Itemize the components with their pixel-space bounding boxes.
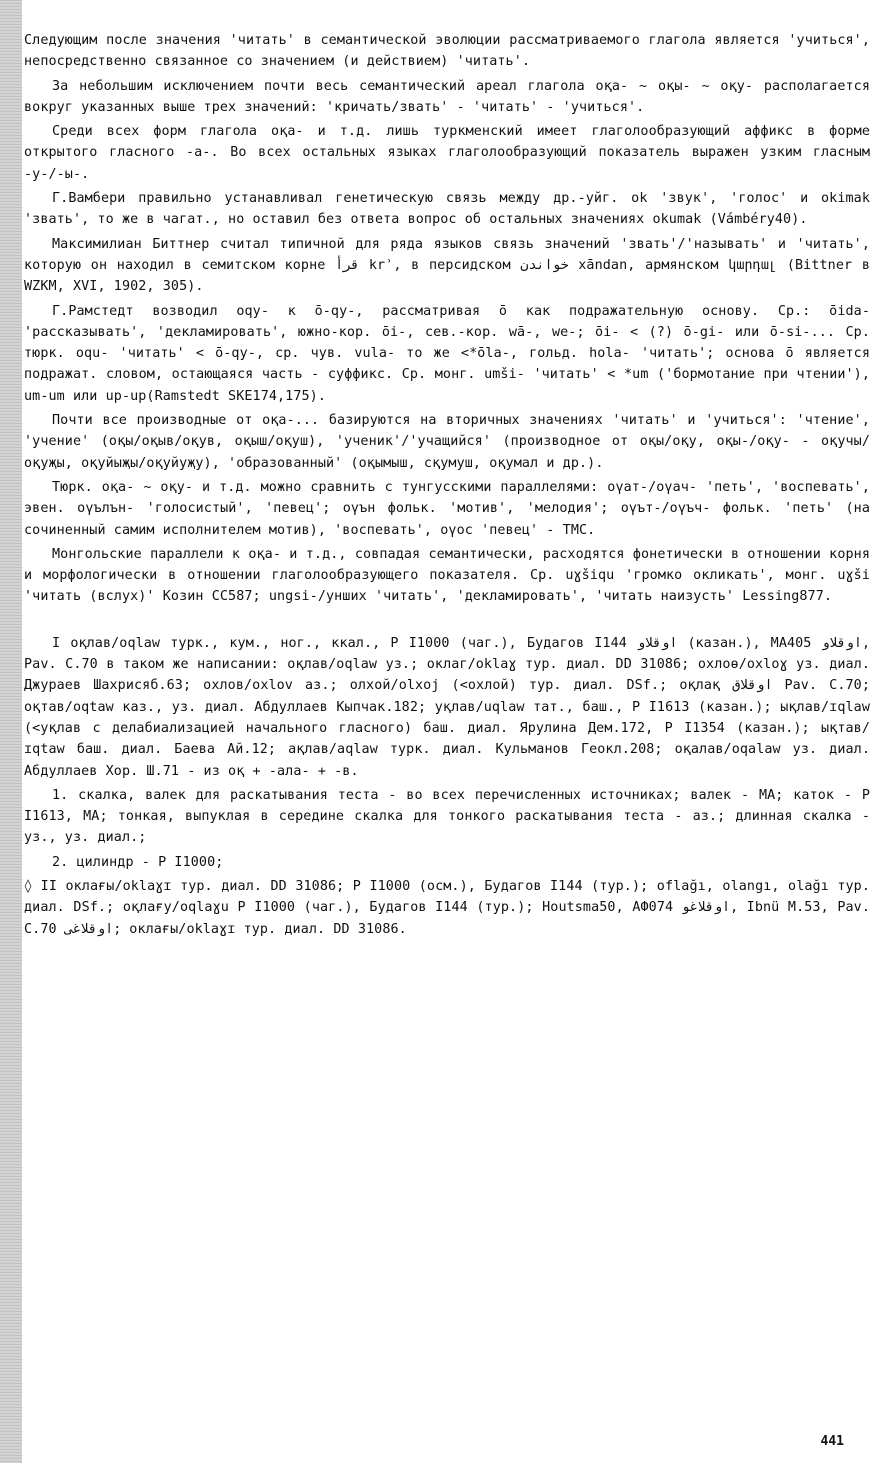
paragraph: Среди всех форм глагола оқа- и т.д. лишь туркменский имеет глаголообразующий аффикс в форме открытого гласного -а-. Во всех остальных языках глаголообразующий показатель выражен узким гласным -у-/-ы-. (24, 124, 870, 182)
scan-edge-shadow (0, 0, 22, 1463)
dictionary-entry: ◊ II оклағы/oklaɣɪ тур. диал. DD 31086; Р I1000 (осм.), Будагов I144 (тур.); oflağı, olangı, olağı тур. диал. DSf.; оқлағу/oqlaɣu Р I1000 (чаг.), Будагов I144 (тур.); Houtsma50, АФ074 اوقلاغو, Ibnü M.53, Pav. C.70 اوقلاغی; оклағы/oklaɣɪ тур. диал. DD 31086. (24, 878, 870, 937)
paragraph: Г.Вамбери правильно устанавливал генетическую связь между др.-уйг. ok 'звук', 'голос' и okimak 'звать', то же в чагат., но оставил без ответа вопрос об остальных значениях okumak (Vámbéry40). (24, 191, 870, 228)
paragraph: Максимилиан Биттнер считал типичной для ряда языков связь значений 'звать'/'называть' и 'читать', которую он находил в семитском корне قرأ krʾ, в персидском خواندن xāndan, армянском կարդալ (Bittner в WZKM, XVI, 1902, 305). (24, 236, 870, 295)
paragraph: Почти все производные от оқа-... базируются на вторичных значениях 'читать' и 'учиться': 'чтение', 'учение' (оқы/оқыв/оқув, оқыш/оқуш), 'ученик'/'учащийся' (производное от оқы/оқу, оқы-/оқу- - оқучы/оқуҗы, оқуйыҗы/оқуйуҗу), 'образованный' (оқымыш, сқумуш, оқумал и др.). (24, 413, 870, 471)
sense-item: 1. скалка, валек для раскатывания теста - во всех перечисленных источниках; валек - МА; каток - Р I1613, МА; тонкая, выпуклая в середине скалка для тонкого раскатывания теста - аз.; длинная скалка - уз., уз. диал.; (24, 787, 870, 846)
document-page (24, 30, 870, 943)
paragraph: За небольшим исключением почти весь семантический ареал глагола оқа- ~ оқы- ~ оқу- располагается вокруг указанных выше трех значений: 'кричать/звать' - 'читать' - 'учиться'. (24, 78, 870, 115)
section-gap (24, 611, 870, 633)
paragraph: Следующим после значения 'читать' в семантической эволюции рассматриваемого глагола является 'учиться', непосредственно связанное со значением (и действием) 'читать'. (24, 33, 870, 70)
paragraph: Монгольские параллели к оқа- и т.д., совпадая семантически, расходятся фонетически в отношении корня и морфологически в отношении глаголообразующего показателя. Ср. uɣšiqu 'громко окликать', монг. uɣši 'читать (вслух)' Козин СС587; ungsi-/уншиx 'читать', 'декламировать', 'читать наизусть' Lessing877. (24, 546, 870, 605)
dictionary-entry: I оқлав/oqlaw турк., кум., ног., ккал., Р I1000 (чаг.), Будагов I144 اوقلاو (казан.), МА405 اوقلاو, Pav. C.70 в таком же написании: оқлав/oqlaw уз.; оклаг/oklaɣ тур. диал. DD 31086; охлоѳ/oxloɣ уз. диал. Джураев Шахрисяб.63; охлов/oxlov аз.; олхой/olxoj (<охлой) тур. диал. DSf.; оқлақ اوقلاق Pav. C.70; оқтав/oqtaw каз., уз. диал. Абдуллаев Кыпчак.182; уқлав/uqlaw тат., баш., Р I1613 (казан.); ықлав/ɪqlaw (<уқлав с делабиализацией начального гласного) баш. диал. Ярулина Дем.172, Р I1354 (казан.); ықтав/ɪqtaw баш. диал. Баева Ай.12; ақлав/aqlaw турк. диал. Кульманов Геокл.208; оқалав/oqalaw уз. диал. Абдуллаев Хор. Ш.71 - из оқ + -ала- + -в. (24, 635, 870, 779)
paragraph: Тюрк. оқа- ~ оқу- и т.д. можно сравнить с тунгусскими параллелями: оүат-/оүач- 'петь', 'воспевать', эвен. оүълън- 'голосистый', 'певец'; оүън фольк. 'мотив', 'мелодия'; оүът-/оүъч- фольк. 'петь' (на сочиненный самим исполнителем мотив), 'воспевать', оүос 'певец' - ТМС. (24, 479, 870, 538)
sense-item: 2. цилиндр - Р I1000; (52, 854, 224, 870)
paragraph: Г.Рамстедт возводил oqy- к ō-qy-, рассматривая ō как подражательную основу. Ср.: ōida- 'рассказывать', 'декламировать', южно-кор. ōi-, сев.-кор. wā-, we-; ōi- < (?) ō-gi- или ō-si-... Ср. тюрк. oqu- 'читать' < ō-qy-, ср. чув. vula- то же <*ōla-, гольд. hola- 'читать'; основа ō является подражат. словом, остающаяся часть - суффикс. Ср. монг. umši- 'читать' < *um ('бормотание при чтении'), um-um или up-up(Ramstedt SKE174,175). (24, 303, 870, 404)
page-number: 441 (820, 1434, 844, 1449)
